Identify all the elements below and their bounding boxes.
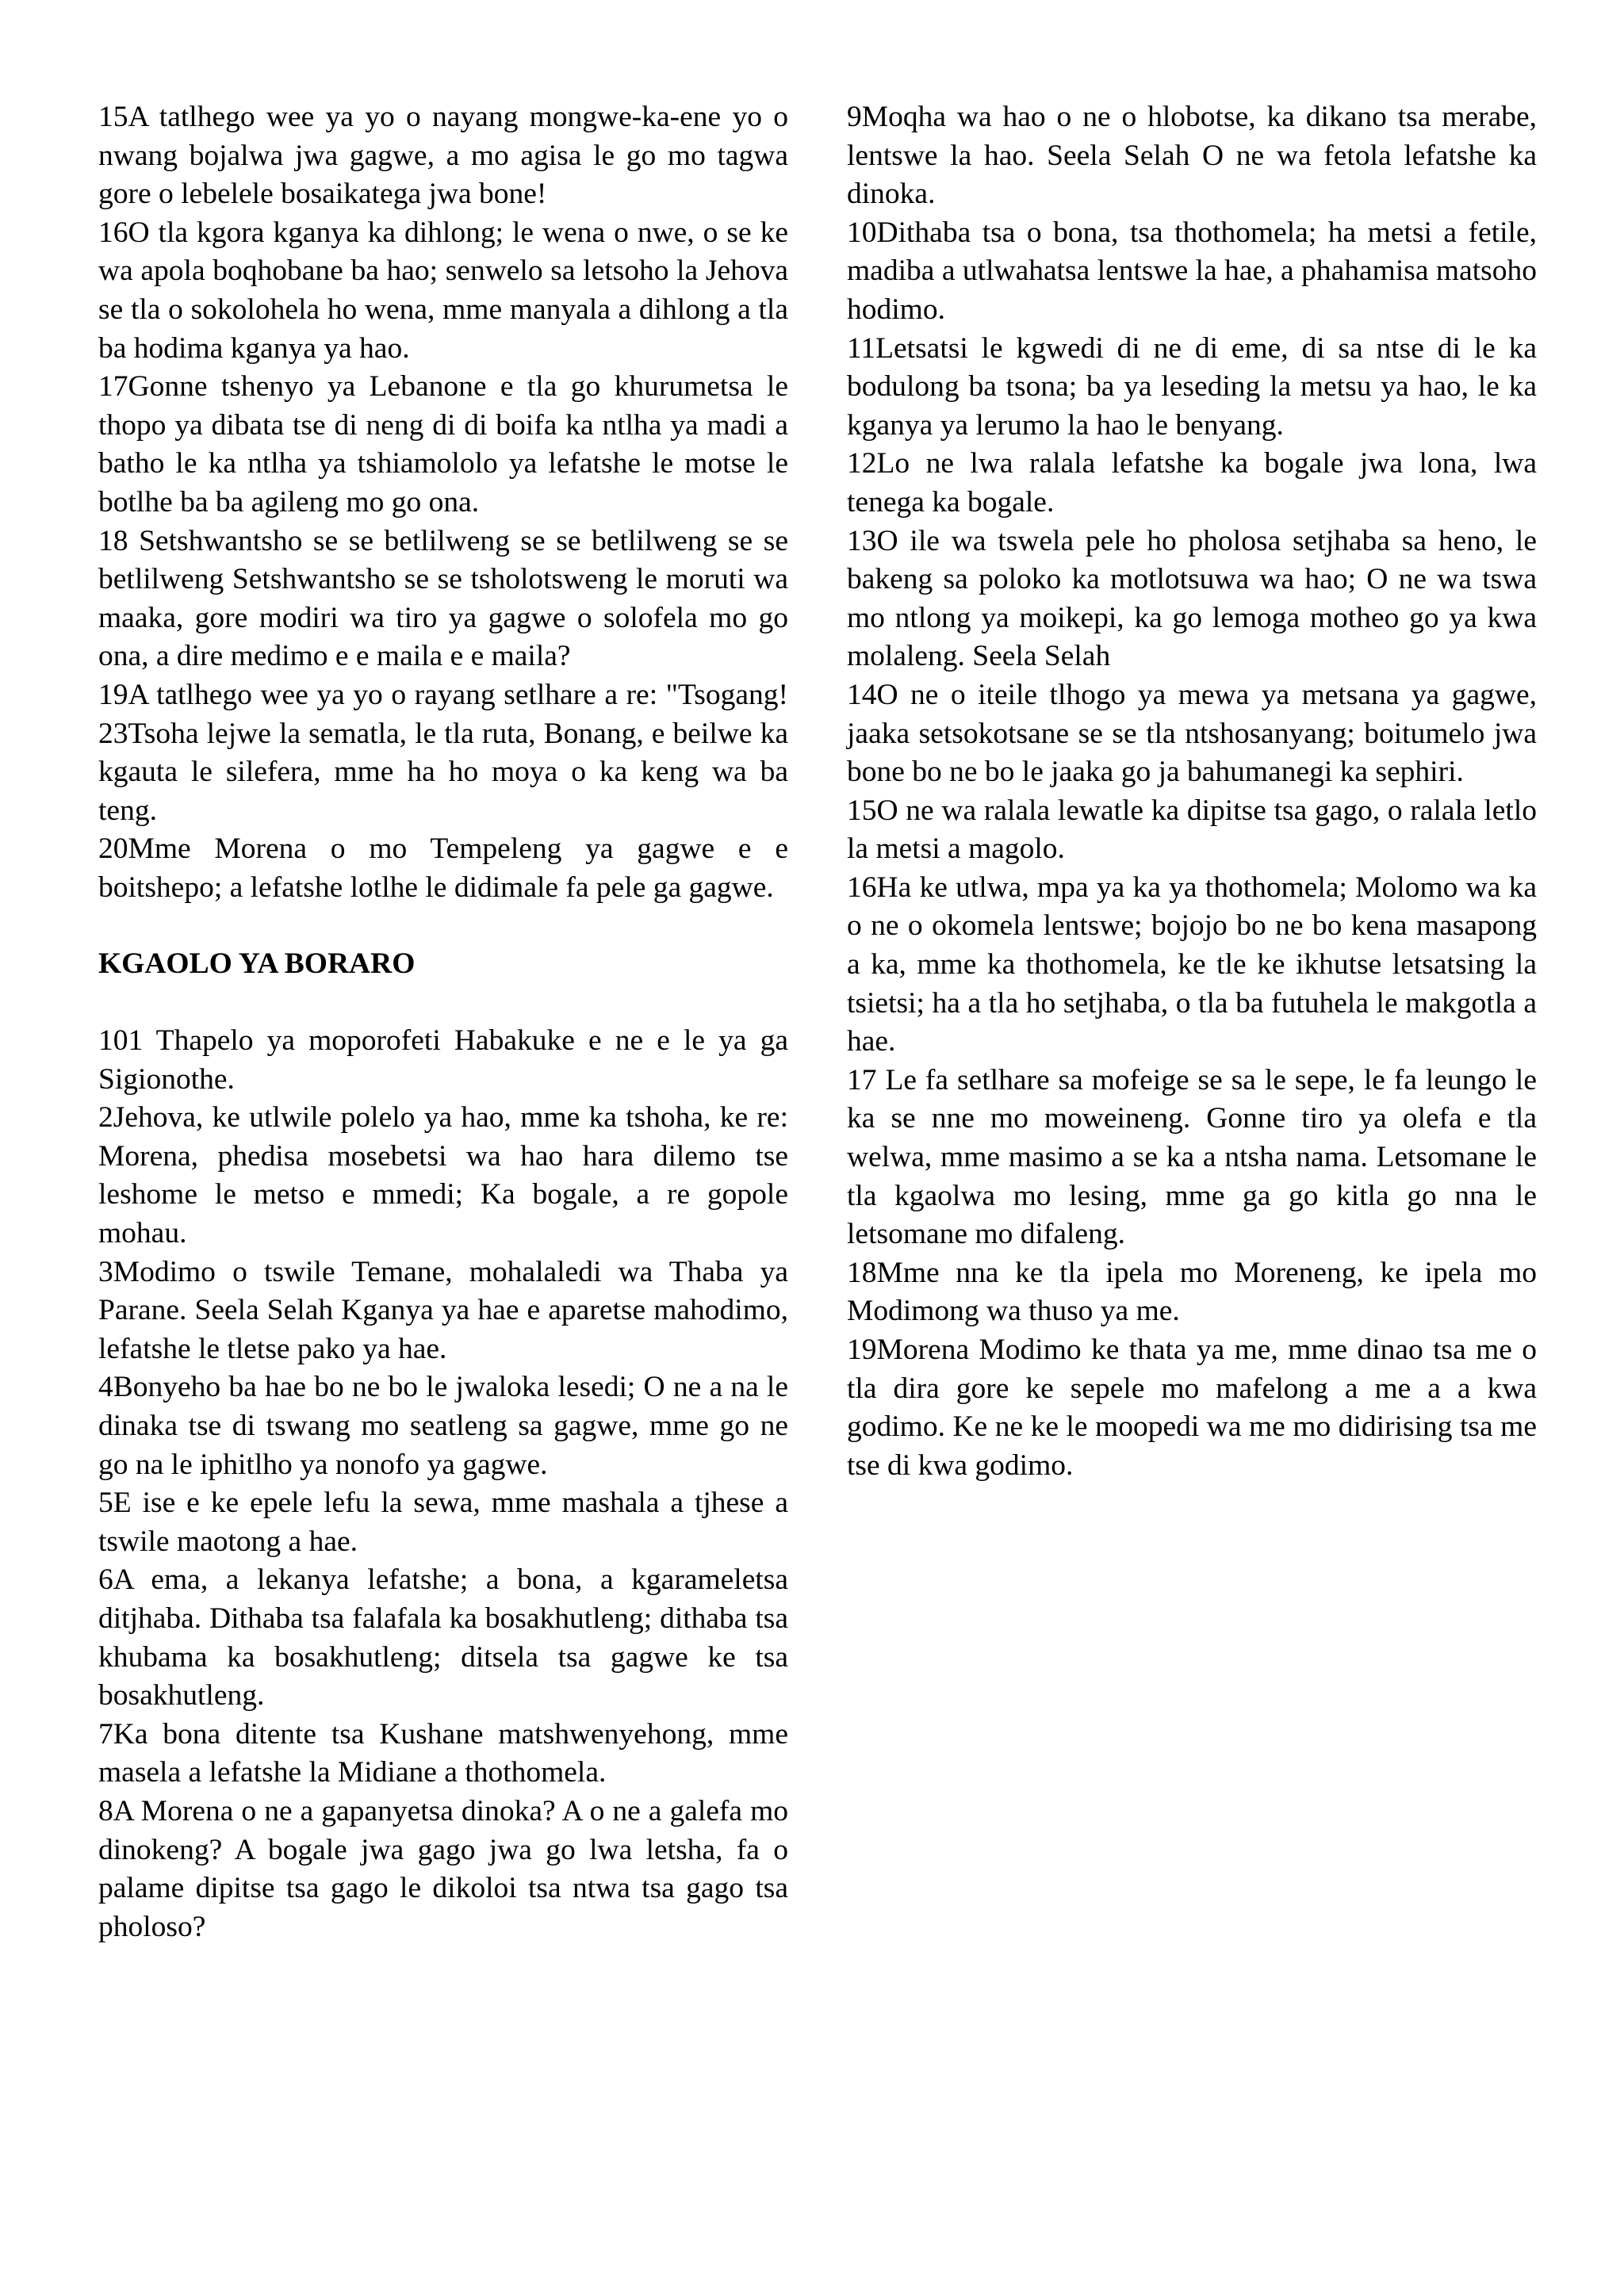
verse-2: 2Jehova, ke utlwile polelo ya hao, mme ka tshoha, ke re: Morena, phedisa mosebetsi wa hao hara dilemo tse leshome le metso e mmedi; Ka bogale, a re gopole mohau. — [98, 1101, 788, 1250]
verse-19: 19A tatlhego wee ya yo o rayang setlhare a re: "Tsogang! 23Tsoha lejwe la sematla, le tla ruta, Bonang, e beilwe ka kgauta le silefera, mme ha ho moya o ka keng wa ba teng. — [98, 678, 788, 827]
verse-15b: 15O ne wa ralala lewatle ka dipitse tsa gago, o ralala letlo la metsi a magolo. — [847, 794, 1537, 866]
verse-4: 4Bonyeho ba hae bo ne bo le jwaloka lesedi; O ne a na le dinaka tse di tswang mo seatleng sa gagwe, mme go ne go na le iphitlho ya nonofo ya gagwe. — [98, 1371, 788, 1481]
verse-17: 17Gonne tshenyo ya Lebanone e tla go khurumetsa le thopo ya dibata tse di neng di di boifa ka ntlha ya madi a batho le ka ntlha ya tshiamololo ya lefatshe le motse le botlhe ba ba agileng mo go ona. — [98, 370, 788, 519]
verse-10: 10Dithaba tsa o bona, tsa thothomela; ha metsi a fetile, madiba a utlwahatsa lentswe la hae, a phahamisa matsoho hodimo. — [847, 216, 1537, 326]
verse-15: 15A tatlhego wee ya yo o nayang mongwe-ka-ene yo o nwang bojalwa jwa gagwe, a mo agisa le go mo tagwa gore o lebelele bosaikatega jwa bone! — [98, 101, 788, 211]
verse-9: 9Moqha wa hao o ne o hlobotse, ka dikano tsa merabe, lentswe la hao. Seela Selah O ne wa fetola lefatshe ka dinoka. — [847, 101, 1537, 211]
verse-20: 20Mme Morena o mo Tempeleng ya gagwe e e boitshepo; a lefatshe lotlhe le didimale fa pele ga gagwe. — [98, 832, 788, 904]
verse-8: 8A Morena o ne a gapanyetsa dinoka? A o ne a galefa mo dinokeng? A bogale jwa gago jwa go lwa letsha, fa o palame dipitse tsa gago le dikoloi tsa ntwa tsa gago tsa pholoso? — [98, 1794, 788, 1943]
verse-1: 101 Thapelo ya moporofeti Habakuke e ne e le ya ga Sigionothe. — [98, 1024, 788, 1096]
right-column — [847, 98, 1537, 1485]
verse-13: 13O ile wa tswela pele ho pholosa setjhaba sa heno, le bakeng sa poloko ka motlotsuwa wa hao; O ne wa tswa mo ntlong ya moikepi, ka go lemoga motheo go ya kwa molaleng. Seela Selah — [847, 524, 1537, 673]
verse-18b: 18Mme nna ke tla ipela mo Moreneng, ke ipela mo Modimong wa thuso ya me. — [847, 1256, 1537, 1328]
verse-19b: 19Morena Modimo ke thata ya me, mme dinao tsa me o tla dira gore ke sepele mo mafelong a me a a kwa godimo. Ke ne ke le moopedi wa me mo didirising tsa me tse di kwa godimo. — [847, 1334, 1537, 1482]
chapter-heading: KGAOLO YA BORARO — [98, 947, 416, 981]
verse-16: 16O tla kgora kganya ka dihlong; le wena o nwe, o se ke wa apola boqhobane ba hao; senwelo sa letsoho la Jehova se tla o sokolohela ho wena, mme manyala a dihlong a tla ba hodima kganya ya hao. — [98, 216, 788, 365]
verse-14: 14O ne o iteile tlhogo ya mewa ya metsana ya gagwe, jaaka setsokotsane se se tla ntshosanyang; boitumelo jwa bone bo ne bo le jaaka go ja bahumanegi ka sephiri. — [847, 678, 1537, 789]
left-column — [98, 98, 788, 1946]
verse-3: 3Modimo o tswile Temane, mohalaledi wa Thaba ya Parane. Seela Selah Kganya ya hae e aparetse mahodimo, lefatshe le tletse pako ya hae. — [98, 1255, 788, 1365]
verse-6: 6A ema, a lekanya lefatshe; a bona, a kgarameletsa ditjhaba. Dithaba tsa falafala ka bosakhutleng; dithaba tsa khubama ka bosakhutleng; ditsela tsa gagwe ke tsa bosakhutleng. — [98, 1563, 788, 1712]
verse-17b: 17 Le fa setlhare sa mofeige se sa le sepe, le fa leungo le ka se nne mo moweineng. Gonne tiro ya olefa e tla welwa, mme masimo a se ka a ntsha nama. Letsomane le tla kgaolwa mo lesing, mme ga go kitla go nna le letsomane mo difaleng. — [847, 1063, 1537, 1251]
verse-12: 12Lo ne lwa ralala lefatshe ka bogale jwa lona, lwa tenega ka bogale. — [847, 447, 1537, 519]
verse-16b: 16Ha ke utlwa, mpa ya ka ya thothomela; Molomo wa ka o ne o okomela lentswe; bojojo bo ne bo kena masapong a ka, mme ka thothomela, ke tle ke ikhutse letsatsing la tsietsi; ha a tla ho setjhaba, o tla ba futuhela le makgotla a hae. — [847, 871, 1537, 1058]
verse-18: 18 Setshwantsho se se betlilweng se se betlilweng se se betlilweng Setshwantsho se se tsholotsweng le moruti wa maaka, gore modiri wa tiro ya gagwe o solofela mo go ona, a dire medimo e e maila e e maila? — [98, 524, 788, 673]
verse-5: 5E ise e ke epele lefu la sewa, mme mashala a tjhese a tswile maotong a hae. — [98, 1487, 788, 1558]
verse-11: 11Letsatsi le kgwedi di ne di eme, di sa ntse di le ka bodulong ba tsona; ba ya leseding la metsu ya hao, le ka kganya ya lerumo la hao le benyang. — [847, 331, 1537, 442]
verse-7: 7Ka bona ditente tsa Kushane matshwenyehong, mme masela a lefatshe la Midiane a thothomela. — [98, 1717, 788, 1789]
